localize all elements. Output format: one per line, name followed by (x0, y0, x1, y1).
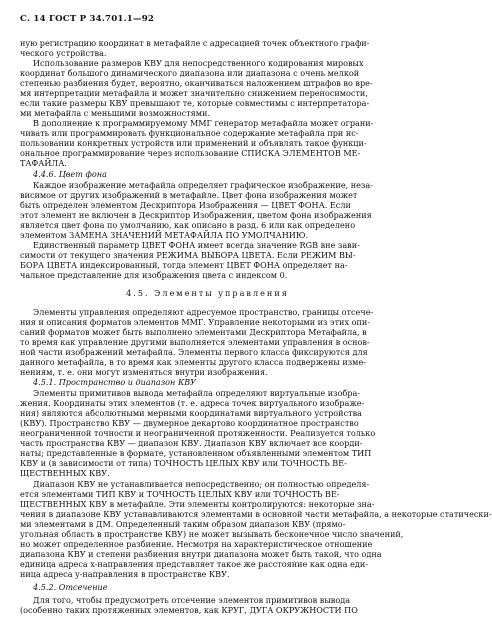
text-line: ния) являются абсолютными мерными координатами виртуального устройства (20, 408, 362, 418)
text-line: то время как управление другими выполняется элементами управления в основ- (20, 337, 370, 347)
text-line: Элементы примитивов вывода метафайла определяют виртуальные изобра- (33, 388, 361, 398)
subsection-heading: 4.4.6. Цвет фона (33, 169, 107, 179)
text-line: угольная область в пространстве КВУ) не может вызывать бесконечное число значений, (20, 529, 404, 539)
text-line: ния и описания форматов элементов ММГ. Управление некоторыми из этих опи- (20, 317, 370, 327)
text-line: неограниченной точности и неограниченной протяженности. Реализуется только (20, 428, 376, 438)
text-line: часть пространства КВУ — диапазон КВУ. Диапазон КВУ включает все коорди- (20, 438, 363, 448)
subsection-heading: 4.5.2. Отсечение (33, 582, 108, 592)
text-line: висимое от других изображений в метафайле. Цвет фона изображения может (20, 190, 358, 200)
text-line: Единственный параметр ЦВЕТ ФОНА имеет всегда значение RGB вне зави- (33, 240, 360, 250)
subsection-heading: 4.5.1. Пространство и диапазон КВУ (33, 377, 197, 387)
text-line: (особенно таких протяженных элементов, как КРУГ, ДУГА ОКРУЖНОСТИ ПО (20, 605, 358, 615)
text-line: нениям, т. е. они могут изменяться внутри изображения. (20, 367, 268, 377)
section-heading: 4.5. Элементы управления (126, 288, 289, 298)
text-line: мя интерпретации метафайла и может значительно снижением переносимости, (20, 88, 368, 98)
text-line: Каждое изображение метафайла определяет графическое изображение, неза- (33, 180, 373, 190)
text-line: чивать или программировать функциональное содержание метафайла при ис- (20, 128, 359, 138)
text-line: симости от текущего значения РЕЖИМА ВЫБОРА ЦВЕТА. Если РЕЖИМ ВЫ- (20, 250, 356, 260)
text-line: этот элемент не включен в Дескриптор Изображения, цветом фона изображения (20, 210, 372, 220)
text-line: Элементы управления определяют адресуемое пространство, границы отсече- (33, 307, 374, 317)
text-line: диапазона КВУ и степени разбиения внутри диапазона может быть такой, что одна (20, 549, 382, 559)
text-line: (КВУ). Пространство КВУ — двумерное декартово координатное пространство (20, 418, 359, 428)
text-line: Для того, чтобы предусмотреть отсечение элементов примитивов вывода (33, 595, 351, 605)
text-line: координат большого динамического диапазона или диапазона с очень мелкой (20, 68, 360, 78)
text-line: элементом ЗАМЕНА ЗНАЧЕНИЙ МЕТАФАЙЛА ПО УМОЛЧАНИЮ. (20, 230, 309, 240)
text-line: ется элементами ТИП КВУ и ТОЧНОСТЬ ЦЕЛЫХ КВУ или ТОЧНОСТЬ ВЕ- (20, 489, 340, 499)
text-line: ной части изображений метафайла. Элементы первого класса фиксируются для (20, 347, 368, 357)
text-line: ональное программирование через использование СПИСКА ЭЛЕМЕНТОВ МЕ- (20, 148, 361, 158)
text-line: Диапазон КВУ не устанавливается непосредственно; он полностью определя- (33, 479, 370, 489)
text-line: быть определен элементом Дескриптора Изображения — ЦВЕТ ФОНА. Если (20, 200, 351, 210)
text-line: но может определенное разбиение. Несмотря на характеристическое отношение (20, 539, 373, 549)
text-line: ница адреса y-направления в пространстве КВУ. (20, 569, 230, 579)
text-line: В дополнение к программируемому ММГ генератор метафайла может ограни- (33, 118, 374, 128)
text-line: КВУ и (в зависимости от типа) ТОЧНОСТЬ ЦЕЛЫХ КВУ или ТОЧНОСТЬ ВЕ- (20, 458, 347, 468)
text-line: жения. Координаты этих элементов (т. е. адреса точек виртуального изображе- (20, 398, 365, 408)
text-line: пользовании конкретных устройств или применений и объявлять такое функци- (20, 138, 367, 148)
text-line: ТАФАЙЛА. (20, 158, 67, 168)
text-line: ми метафайла с меньшими возможностями. (20, 108, 211, 118)
text-line: если такие размеры КВУ превышают те, которые совместимы с интерпретатора- (20, 98, 370, 108)
text-line: чальное представление для изображения цвета с индексом 0. (20, 270, 288, 280)
text-line: ЩЕСТВЕННЫХ КВУ. (20, 468, 110, 478)
text-line: степенью разбиения будет, вероятно, оканчиваться наложением штрафов во вре- (20, 78, 373, 88)
text-line: ческого устройства. (20, 48, 107, 58)
text-line: Использование размеров КВУ для непосредственного кодирования мировых (33, 58, 364, 68)
text-line: БОРА ЦВЕТА индексированный, тогда элемент ЦВЕТ ФОНА определяет на- (20, 260, 348, 270)
text-line: ную регистрацию координат в метафайле с адресацией точек объектного графи- (20, 38, 370, 48)
text-line: чения в диапазоне КВУ устанавливаются элементами в основной части метафайла, а некоторые статически- (20, 509, 492, 519)
text-line: саний форматов может быть выполнено элементами Дескриптора Метафайла, в (20, 327, 367, 337)
text-line: является цвет фона по умолчанию, как описано в разд. 6 или как определено (20, 220, 356, 230)
text-line: данного метафайла, в то время как элементы другого класса подвержены изме- (20, 357, 366, 367)
text-line: ми элементами в ДМ. Определенный таким образом диапазон КВУ (прямо- (20, 519, 346, 529)
page-header: С. 14 ГОСТ Р 34.701.1—92 (20, 14, 155, 24)
text-line: наты; представленные в формате, установленном объявленными элементом ТИП (20, 448, 372, 458)
text-line: ЩЕСТВЕННЫХ КВУ в метафайле. Эти элементы контролируются: некоторые зна- (20, 499, 375, 509)
text-line: единица адреса x-направления представляет такое же расстояние как одна еди- (20, 559, 368, 569)
